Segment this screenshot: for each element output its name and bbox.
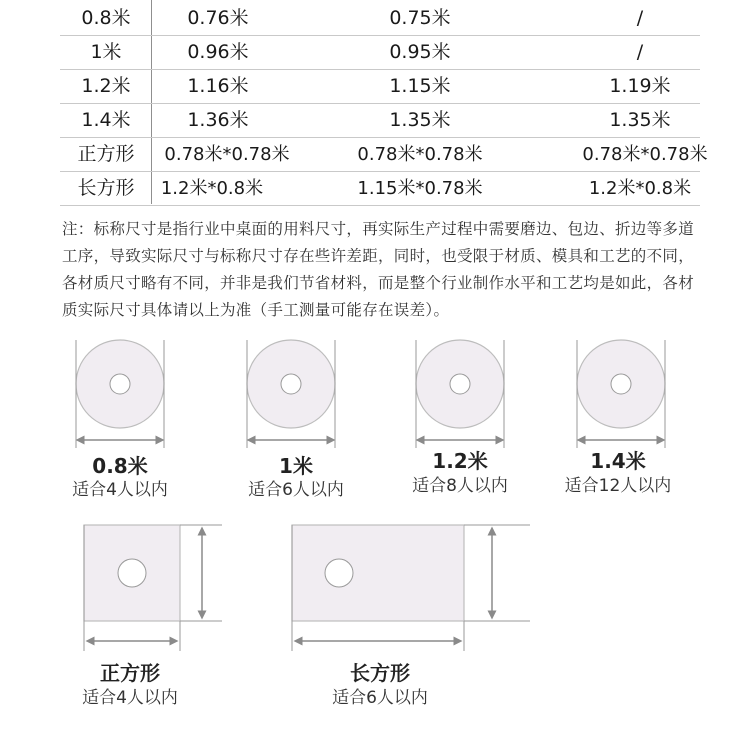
table-cell: 1.15米*0.78米 (357, 178, 483, 199)
round-table-1m-diagram (247, 340, 335, 448)
table-row (0, 36, 750, 69)
table-cell-size: 1.2米 (81, 75, 131, 97)
round-1-2m-title: 1.2米 (432, 449, 488, 473)
table-row (0, 104, 750, 137)
round-1-4m-caption: 适合12人以内 (564, 476, 672, 496)
round-1m-title: 1米 (279, 454, 313, 478)
round-0-8m-caption: 适合4人以内 (72, 480, 168, 500)
table-cell-size: 长方形 (77, 177, 135, 199)
square-table-caption: 适合4人以内 (82, 688, 178, 708)
table-cell: / (636, 7, 644, 29)
table-cell: 1.2米*0.8米 (160, 178, 264, 199)
table-cell-size: 1米 (90, 41, 122, 63)
table-cell: 1.36米 (187, 109, 249, 131)
table-cell-size: 0.8米 (81, 7, 131, 29)
round-table-1-2m-diagram (416, 340, 504, 448)
table-cell: 0.78米*0.78米 (357, 144, 483, 165)
table-row-divider (60, 205, 700, 206)
table-cell: 0.96米 (187, 41, 249, 63)
round-1-2m-caption: 适合8人以内 (412, 476, 508, 496)
round-table-1-4m-diagram (577, 340, 665, 448)
table-cell: 0.78米*0.78米 (164, 144, 290, 165)
table-cell: 0.78米*0.78米 (582, 144, 708, 165)
table-cell: 0.75米 (389, 7, 451, 29)
table-cell: 1.15米 (389, 75, 451, 97)
round-table-diagrams (0, 330, 750, 460)
round-1m-caption: 适合6人以内 (248, 480, 344, 500)
table-cell: 1.19米 (609, 75, 671, 97)
square-rect-diagrams (0, 515, 750, 655)
table-cell-size: 1.4米 (81, 109, 131, 131)
round-1-4m-title: 1.4米 (590, 449, 646, 473)
table-cell: 1.35米 (389, 109, 451, 131)
round-0-8m-title: 0.8米 (92, 454, 148, 478)
rect-table-caption: 适合6人以内 (332, 688, 428, 708)
table-cell: 0.95米 (389, 41, 451, 63)
rect-table-title: 长方形 (350, 661, 410, 685)
table-row (0, 70, 750, 103)
table-row (0, 2, 750, 35)
rect-table-diagram (292, 525, 530, 651)
square-table-diagram (84, 525, 222, 651)
table-cell: 1.2米*0.8米 (588, 178, 692, 199)
table-cell: / (636, 41, 644, 63)
table-cell: 1.16米 (187, 75, 249, 97)
square-table-title: 正方形 (100, 661, 160, 685)
table-row (0, 138, 750, 171)
table-cell: 0.76米 (187, 7, 249, 29)
table-row (0, 172, 750, 205)
size-note: 注：标称尺寸是指行业中桌面的用料尺寸，再实际生产过程中需要磨边、包边、折边等多道工序，导致实际尺寸与标称尺寸存在些许差距，同时，也受限于材质、模具和工艺的不同，各材质尺寸略有不同，并非是我们节省材料，而是整个行业制作水平和工艺均是如此，各材质实际尺寸具体请以上为准（手工测量可能存在误差）。 (62, 220, 695, 319)
table-cell: 1.35米 (609, 109, 671, 131)
round-table-0-8m-diagram (76, 340, 164, 448)
table-cell-size: 正方形 (77, 143, 135, 165)
